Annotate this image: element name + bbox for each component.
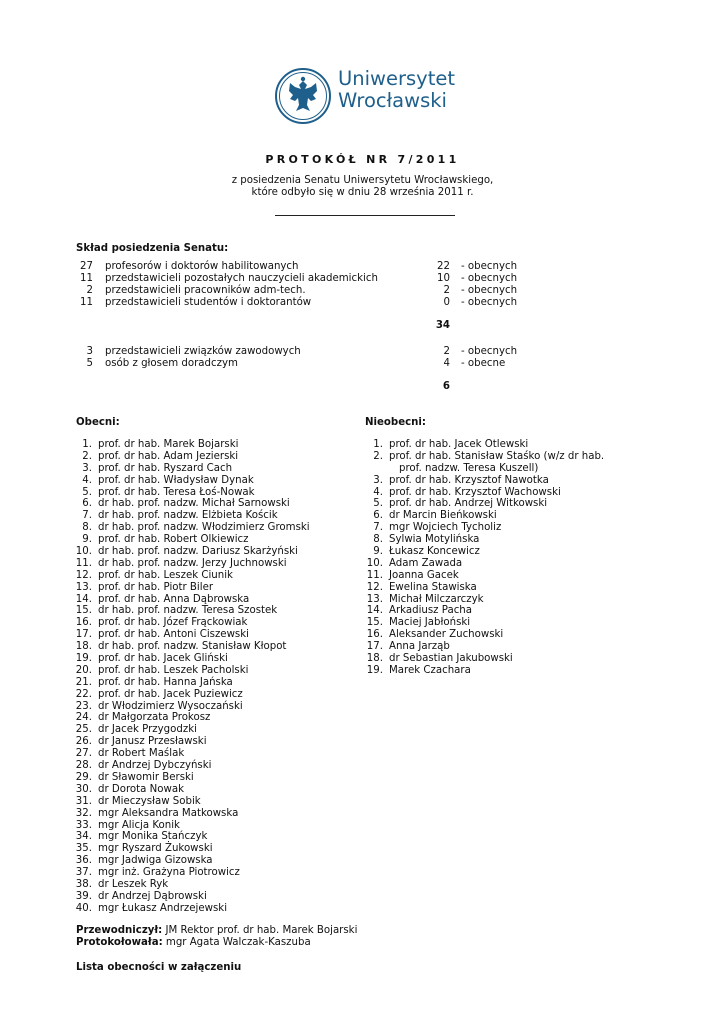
present-item-name: dr hab. prof. nadzw. Teresa Szostek bbox=[98, 605, 278, 617]
absent-item-name-text: Joanna Gacek bbox=[389, 569, 459, 581]
present-item bbox=[72, 475, 362, 487]
composition-row bbox=[76, 261, 546, 273]
absent-item bbox=[363, 487, 663, 499]
present-item-number: 15. bbox=[75, 605, 92, 617]
absent-item-name bbox=[389, 641, 450, 653]
chair-label: Przewodniczył: bbox=[76, 925, 163, 936]
absent-item-name-text: Aleksander Zuchowski bbox=[389, 629, 504, 641]
present-item-name: mgr Alicja Konik bbox=[98, 819, 180, 831]
present-item bbox=[72, 843, 362, 855]
absent-item-name bbox=[389, 617, 470, 629]
present-item-number: 1. bbox=[82, 439, 92, 450]
recorder-label: Protokołowała: bbox=[76, 937, 163, 948]
present-item bbox=[72, 439, 362, 451]
composition-description: profesorów i doktorów habilitowanych bbox=[105, 261, 299, 272]
absent-item bbox=[363, 665, 663, 677]
absent-item bbox=[363, 475, 663, 487]
present-item-number: 19. bbox=[75, 653, 92, 665]
present-item-name: prof. dr hab. Władysław Dynak bbox=[98, 474, 254, 486]
composition-status: - obecne bbox=[461, 358, 506, 369]
present-item-number: 4. bbox=[82, 474, 92, 486]
present-item-number: 33. bbox=[75, 819, 92, 831]
absent-item-name bbox=[389, 439, 528, 451]
absent-item-name-text: mgr Wojciech Tycholiz bbox=[389, 522, 502, 534]
present-item bbox=[72, 498, 362, 510]
present-item-number: 20. bbox=[75, 664, 92, 676]
present-item-name: prof. dr hab. Antoni Ciszewski bbox=[98, 629, 249, 641]
present-item-name: prof. dr hab. Hanna Jańska bbox=[98, 676, 233, 688]
present-item-name: prof. dr hab. Józef Frąckowiak bbox=[98, 617, 248, 629]
absent-item-name bbox=[389, 451, 604, 475]
present-item bbox=[72, 629, 362, 641]
composition-status: - obecnych bbox=[461, 297, 518, 308]
composition-status: - obecnych bbox=[461, 273, 518, 284]
absent-item bbox=[363, 510, 663, 522]
present-item-name: prof. dr hab. Marek Bojarski bbox=[98, 439, 239, 450]
composition-number: 11 bbox=[80, 297, 93, 308]
present-item-number: 35. bbox=[75, 843, 92, 855]
absent-item-number: 15. bbox=[366, 617, 383, 629]
present-item-name: dr hab. prof. nadzw. Elżbieta Kościk bbox=[98, 510, 278, 522]
present-item bbox=[72, 903, 362, 915]
absent-item-number: 14. bbox=[366, 605, 383, 617]
present-item bbox=[72, 558, 362, 570]
absent-item-name bbox=[389, 534, 479, 546]
absent-item-name-text: dr Marcin Bieńkowski bbox=[389, 510, 497, 522]
present-item-name: mgr Aleksandra Matkowska bbox=[98, 807, 239, 819]
present-item bbox=[72, 796, 362, 808]
absent-item-name bbox=[389, 475, 549, 487]
present-item-name: prof. dr hab. Teresa Łoś-Nowak bbox=[98, 486, 255, 498]
present-item-number: 6. bbox=[82, 498, 92, 510]
present-item bbox=[72, 617, 362, 629]
present-item bbox=[72, 689, 362, 701]
logo-text-line2: Wrocławski bbox=[338, 89, 447, 112]
absent-item-name bbox=[389, 594, 484, 606]
present-item bbox=[72, 546, 362, 558]
present-item bbox=[72, 677, 362, 689]
composition-present-count: 22 bbox=[437, 261, 450, 272]
absent-item bbox=[363, 534, 663, 546]
present-item-name: dr Dorota Nowak bbox=[98, 783, 184, 795]
present-item-name: dr Andrzej Dąbrowski bbox=[98, 890, 207, 902]
absent-item bbox=[363, 629, 663, 641]
absent-heading: Nieobecni: bbox=[365, 417, 426, 428]
absent-item-number: 1. bbox=[373, 439, 383, 450]
absent-item-number: 8. bbox=[373, 534, 383, 546]
present-item-name: prof. dr hab. Adam Jezierski bbox=[98, 450, 239, 462]
title-divider bbox=[275, 215, 455, 216]
composition-status: - obecnych bbox=[461, 285, 518, 296]
absent-item-name bbox=[389, 498, 547, 510]
present-item-number: 29. bbox=[75, 771, 92, 783]
absent-item-name bbox=[389, 510, 497, 522]
composition-total2: 6 bbox=[442, 381, 450, 392]
absent-item-name bbox=[389, 522, 501, 534]
absent-item-name-text: prof. dr hab. Krzysztof Wachowski bbox=[389, 486, 561, 498]
present-item bbox=[72, 534, 362, 546]
present-item-name: mgr inż. Grażyna Piotrowicz bbox=[98, 867, 240, 879]
present-item bbox=[72, 724, 362, 736]
absent-item-name-text: Maciej Jabłoński bbox=[389, 617, 471, 629]
absent-item-name-text: prof. dr hab. Andrzej Witkowski bbox=[389, 498, 548, 510]
absent-item bbox=[363, 617, 663, 629]
document-title: PROTOKÓŁ NR 7/2011 bbox=[265, 153, 460, 166]
composition-row bbox=[76, 285, 546, 297]
absent-item-name-text: Sylwia Motylińska bbox=[389, 534, 480, 546]
absent-item-number: 17. bbox=[366, 641, 383, 653]
absent-item-name-text: prof. dr hab. Krzysztof Nawotka bbox=[389, 474, 549, 486]
absent-item bbox=[363, 582, 663, 594]
present-item bbox=[72, 879, 362, 891]
attachment-note: Lista obecności w załączeniu bbox=[76, 962, 242, 973]
absent-item-number: 2. bbox=[373, 450, 383, 462]
composition-present-count: 0 bbox=[443, 297, 450, 308]
absent-item bbox=[363, 594, 663, 606]
present-item-number: 12. bbox=[75, 569, 92, 581]
present-item bbox=[72, 855, 362, 867]
absent-item-number: 16. bbox=[366, 629, 383, 641]
present-item-name: prof. dr hab. Jacek Puziewicz bbox=[98, 688, 243, 700]
present-item-name: prof. dr hab. Anna Dąbrowska bbox=[98, 593, 250, 605]
present-item-number: 8. bbox=[82, 522, 92, 534]
absent-item bbox=[363, 439, 663, 451]
present-item bbox=[72, 831, 362, 843]
absent-item-number: 5. bbox=[373, 498, 383, 510]
present-item-number: 36. bbox=[75, 855, 92, 867]
composition-number: 3 bbox=[86, 346, 93, 357]
present-item-number: 24. bbox=[75, 712, 92, 724]
present-item-number: 26. bbox=[75, 736, 92, 748]
absent-item-name bbox=[389, 629, 503, 641]
absent-item-name bbox=[389, 558, 462, 570]
present-item bbox=[72, 451, 362, 463]
composition-description: osób z głosem doradczym bbox=[105, 358, 238, 369]
present-item-number: 40. bbox=[75, 902, 92, 914]
composition-description: przedstawicieli związków zawodowych bbox=[105, 346, 301, 357]
present-item-name: prof. dr hab. Robert Olkiewicz bbox=[98, 534, 249, 546]
present-item-name: prof. dr hab. Leszek Pacholski bbox=[98, 664, 249, 676]
absent-item-name-text: prof. dr hab. Stanisław Staśko (w/z dr hab. bbox=[389, 450, 605, 462]
absent-item-number: 9. bbox=[373, 546, 383, 558]
absent-item-name-text: Marek Czachara bbox=[389, 664, 471, 676]
composition-status: - obecnych bbox=[461, 346, 518, 357]
absent-item-name-text: Anna Jarząb bbox=[389, 641, 450, 653]
present-item bbox=[72, 820, 362, 832]
present-item-name: dr hab. prof. nadzw. Stanisław Kłopot bbox=[98, 641, 287, 653]
composition-total1: 34 bbox=[435, 320, 450, 331]
present-item-number: 21. bbox=[75, 676, 92, 688]
absent-item bbox=[363, 498, 663, 510]
absent-item-number: 11. bbox=[366, 569, 383, 581]
present-item-number: 10. bbox=[75, 546, 92, 558]
subtitle-line2: które odbyło się w dniu 28 września 2011 r. bbox=[251, 187, 474, 198]
present-item-name: dr Włodzimierz Wysoczański bbox=[98, 700, 243, 712]
chair-line bbox=[76, 925, 357, 936]
present-item-name: dr hab. prof. nadzw. Dariusz Skarżyński bbox=[98, 546, 298, 558]
present-item-number: 39. bbox=[75, 890, 92, 902]
present-item-name: dr Andrzej Dybczyński bbox=[98, 760, 212, 772]
present-item-number: 7. bbox=[82, 510, 92, 522]
absent-item-name-text: prof. dr hab. Jacek Otlewski bbox=[389, 439, 529, 450]
present-item-number: 9. bbox=[82, 534, 92, 546]
present-item-number: 18. bbox=[75, 641, 92, 653]
present-item-number: 16. bbox=[75, 617, 92, 629]
composition-heading: Skład posiedzenia Senatu: bbox=[76, 243, 229, 254]
absent-item-number: 18. bbox=[366, 653, 383, 665]
composition-row bbox=[76, 346, 546, 358]
absent-item-name-text: Ewelina Stawiska bbox=[389, 581, 477, 593]
present-item-number: 14. bbox=[75, 593, 92, 605]
present-item bbox=[72, 772, 362, 784]
present-item-number: 30. bbox=[75, 783, 92, 795]
present-item-number: 27. bbox=[75, 748, 92, 760]
present-item-name: prof. dr hab. Ryszard Cach bbox=[98, 462, 233, 474]
present-item-number: 13. bbox=[75, 581, 92, 593]
present-item-number: 17. bbox=[75, 629, 92, 641]
present-item bbox=[72, 570, 362, 582]
absent-item-name-text: dr Sebastian Jakubowski bbox=[389, 653, 513, 665]
present-item-number: 38. bbox=[75, 878, 92, 890]
present-item bbox=[72, 867, 362, 879]
absent-item bbox=[363, 558, 663, 570]
absent-item bbox=[363, 641, 663, 653]
present-item-name: dr hab. prof. nadzw. Michał Sarnowski bbox=[98, 498, 290, 510]
recorder-value: mgr Agata Walczak-Kaszuba bbox=[162, 937, 311, 948]
absent-item-number: 13. bbox=[366, 593, 383, 605]
present-item bbox=[72, 784, 362, 796]
absent-item bbox=[363, 605, 663, 617]
present-item-name: mgr Ryszard Żukowski bbox=[98, 843, 213, 855]
composition-row bbox=[76, 273, 546, 285]
present-item-name: dr Jacek Przygodzki bbox=[98, 724, 197, 736]
present-item-number: 5. bbox=[82, 486, 92, 498]
present-item bbox=[72, 808, 362, 820]
absent-item bbox=[363, 570, 663, 582]
absent-item-name-text: Arkadiusz Pacha bbox=[389, 605, 472, 617]
absent-item-number: 7. bbox=[373, 522, 383, 534]
present-item-name: prof. dr hab. Piotr Biler bbox=[98, 581, 214, 593]
composition-status: - obecnych bbox=[461, 261, 518, 272]
absent-item-continuation: prof. nadzw. Teresa Kuszell) bbox=[399, 462, 539, 474]
present-item bbox=[72, 653, 362, 665]
present-item-name: prof. dr hab. Jacek Gliński bbox=[98, 653, 228, 665]
absent-item-name bbox=[389, 570, 459, 582]
eagle-emblem-icon bbox=[274, 67, 332, 125]
present-item-number: 28. bbox=[75, 760, 92, 772]
present-item bbox=[72, 605, 362, 617]
absent-item-number: 10. bbox=[366, 557, 383, 569]
present-item bbox=[72, 594, 362, 606]
absent-item-number: 12. bbox=[366, 581, 383, 593]
logo-wordmark bbox=[338, 68, 455, 112]
present-item-name: dr Mieczysław Sobik bbox=[98, 795, 201, 807]
present-item bbox=[72, 736, 362, 748]
present-item bbox=[72, 665, 362, 677]
absent-item-name-text: Michał Milczarczyk bbox=[389, 593, 484, 605]
present-item-number: 31. bbox=[75, 795, 92, 807]
absent-item-number: 4. bbox=[373, 486, 383, 498]
composition-number: 5 bbox=[86, 358, 93, 369]
composition-present-count: 4 bbox=[443, 358, 450, 369]
subtitle-line1: z posiedzenia Senatu Uniwersytetu Wrocławskiego, bbox=[231, 175, 494, 186]
present-item-number: 32. bbox=[75, 807, 92, 819]
composition-present-count: 10 bbox=[437, 273, 450, 284]
present-item-name: dr Robert Maślak bbox=[98, 748, 185, 760]
absent-item bbox=[363, 546, 663, 558]
absent-item bbox=[363, 451, 663, 475]
absent-item-name bbox=[389, 546, 480, 558]
absent-item-number: 19. bbox=[366, 664, 383, 676]
present-item-number: 3. bbox=[82, 462, 92, 474]
present-item-number: 11. bbox=[75, 557, 92, 569]
recorder-line bbox=[76, 937, 311, 948]
present-item bbox=[72, 748, 362, 760]
present-item-number: 23. bbox=[75, 700, 92, 712]
chair-value: JM Rektor prof. dr hab. Marek Bojarski bbox=[162, 925, 358, 936]
logo-text-line1: Uniwersytet bbox=[338, 67, 455, 90]
composition-number: 11 bbox=[80, 273, 93, 284]
present-item bbox=[72, 510, 362, 522]
present-item-number: 34. bbox=[75, 831, 92, 843]
absent-item-name-text: Adam Zawada bbox=[389, 557, 463, 569]
composition-present-count: 2 bbox=[443, 346, 450, 357]
present-item-number: 37. bbox=[75, 867, 92, 879]
present-item bbox=[72, 891, 362, 903]
present-item bbox=[72, 522, 362, 534]
composition-number: 2 bbox=[86, 285, 93, 296]
absent-item-name bbox=[389, 582, 477, 594]
absent-item-number: 3. bbox=[373, 474, 383, 486]
present-item bbox=[72, 463, 362, 475]
present-item-name: dr hab. prof. nadzw. Włodzimierz Gromski bbox=[98, 522, 310, 534]
present-item-name: dr Leszek Ryk bbox=[98, 878, 169, 890]
absent-item-name bbox=[389, 487, 561, 499]
present-item-number: 25. bbox=[75, 724, 92, 736]
present-list bbox=[72, 439, 362, 915]
composition-row bbox=[76, 358, 546, 370]
present-item-number: 22. bbox=[75, 688, 92, 700]
present-item-name: prof. dr hab. Leszek Ciunik bbox=[98, 569, 233, 581]
present-item bbox=[72, 712, 362, 724]
present-item-name: dr Janusz Przesławski bbox=[98, 736, 207, 748]
composition-row bbox=[76, 297, 546, 309]
present-item-name: dr hab. prof. nadzw. Jerzy Juchnowski bbox=[98, 557, 287, 569]
absent-list bbox=[363, 439, 663, 677]
present-item-name: mgr Monika Stańczyk bbox=[98, 831, 208, 843]
absent-item-number: 6. bbox=[373, 510, 383, 522]
absent-item-name bbox=[389, 653, 513, 665]
present-item bbox=[72, 641, 362, 653]
absent-item bbox=[363, 522, 663, 534]
present-item bbox=[72, 487, 362, 499]
composition-description: przedstawicieli pozostałych nauczycieli akademickich bbox=[105, 273, 378, 284]
composition-description: przedstawicieli studentów i doktorantów bbox=[105, 297, 312, 308]
composition-number: 27 bbox=[80, 261, 93, 272]
present-item bbox=[72, 701, 362, 713]
present-item bbox=[72, 760, 362, 772]
present-heading: Obecni: bbox=[76, 417, 120, 428]
absent-item-name-text: Łukasz Koncewicz bbox=[389, 546, 480, 558]
present-item-name: dr Małgorzata Prokosz bbox=[98, 712, 211, 724]
present-item-name: mgr Jadwiga Gizowska bbox=[98, 855, 213, 867]
absent-item-name bbox=[389, 665, 471, 677]
composition-description: przedstawicieli pracowników adm-tech. bbox=[105, 285, 306, 296]
absent-item bbox=[363, 653, 663, 665]
present-item-number: 2. bbox=[82, 450, 92, 462]
present-item-name: dr Sławomir Berski bbox=[98, 771, 194, 783]
composition-present-count: 2 bbox=[443, 285, 450, 296]
present-item-name: mgr Łukasz Andrzejewski bbox=[98, 902, 228, 914]
present-item bbox=[72, 582, 362, 594]
university-logo bbox=[274, 66, 464, 126]
absent-item-name bbox=[389, 605, 472, 617]
